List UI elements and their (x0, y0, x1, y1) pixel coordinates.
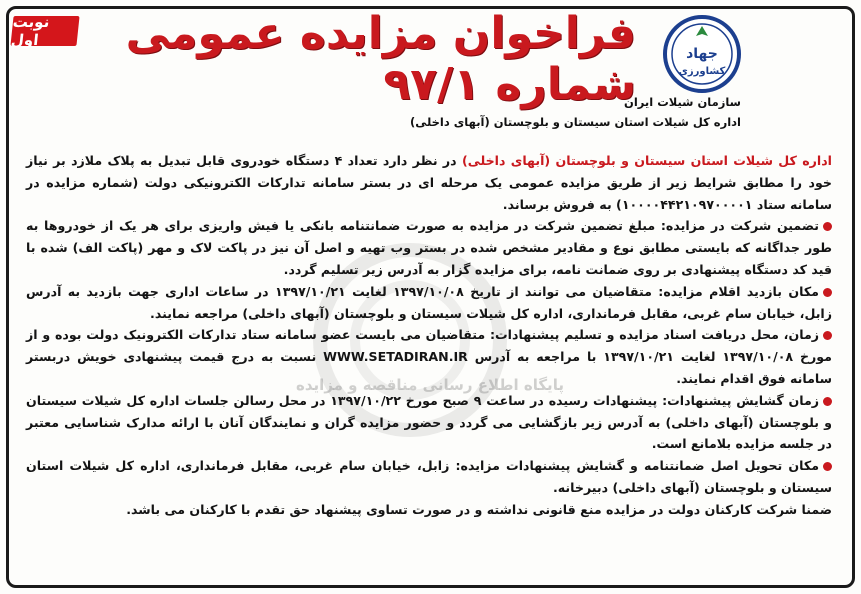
organization-block (261, 92, 741, 132)
intro-lead: اداره کل شیلات استان سیستان و بلوچستان (آبهای داخلی) (461, 153, 832, 168)
bullet-icon (823, 462, 832, 471)
list-item (26, 390, 832, 455)
first-round-badge: نوبت اول (10, 16, 79, 46)
item-visit: مکان بازدید اقلام مزایده: متقاضیان می توانند از تاریخ ۱۳۹۷/۱۰/۰۸ لغایت ۱۳۹۷/۱۰/۲۱ در ساعات اداری جهت بازدید به آدرس زابل، خیابان سام غربی، مقابل فرمانداری، اداره کل شیلات سیستان و بلوچستان (آبهای داخلی) مراجعه نمایند. (26, 283, 832, 321)
bullet-icon (823, 288, 832, 297)
bullet-icon (823, 331, 832, 340)
item-documents-b: نسبت به درج قیمت پیشنهادی خویش دربستر سامانه فوق اقدام نمایند. (26, 349, 832, 386)
page-title: فراخوان مزایده عمومی شماره ۹۷/۱ (125, 8, 636, 110)
list-item (26, 455, 832, 499)
item-delivery: مکان تحویل اصل ضمانتنامه و گشایش پیشنهادات مزایده: زابل، خیابان سام غربی، مقابل فرمانداری، اداره کل شیلات استان سیستان و بلوچستان (آبهای داخلی) دبیرخانه. (26, 458, 832, 495)
jihad-logo (662, 14, 742, 94)
logo-word: جهاد (686, 46, 718, 62)
intro-rest: در نظر دارد تعداد ۴ دستگاه خودروی قابل تبدیل به پلاک ملازد بر نیاز خود را مطابق شرایط زیر از طریق مزایده عمومی یک مرحله ای در بستر سامانه تدارکات الکترونیکی دولت (شماره مزایده در سامانه ستاد ۱۰۰۰۰۴۴۲۱۰۹۷۰۰۰۰۱) به فروش برساند. (26, 153, 832, 212)
org-line-2: اداره کل شیلات استان سیستان و بلوچستان (آبهای داخلی) (410, 115, 741, 129)
intro-paragraph (26, 150, 832, 215)
list-item (26, 281, 832, 325)
bullet-icon (823, 222, 832, 231)
footer-note: ضمنا شرکت کارکنان دولت در مزایده منع قانونی نداشته و در صورت تساوی پیشنهاد حق تقدم با کارکنان می باشد. (126, 501, 832, 517)
item-documents-a: زمان، محل دریافت اسناد مزایده و تسلیم پیشنهادات: متقاضیان می بایست عضو سامانه ستاد تدارکات الکترونیک دولت بوده و از مورخ ۱۳۹۷/۱۰/۰۸ لغایت ۱۳۹۷/۱۰/۲۱ با مراجعه به آدرس (26, 327, 832, 365)
bullet-icon (823, 397, 832, 406)
item-opening: زمان گشایش پیشنهادات: پیشنهادات رسیده در ساعت ۹ صبح مورخ ۱۳۹۷/۱۰/۲۲ در محل رسالن جلسات اداره کل شیلات سیستان و بلوچستان (آبهای داخلی) به آدرس زیر بازگشایی می گردد و حضور مزایده گران و نمایندگان آنان با ارائه مدارک شناسایی معتبر در جلسه مزایده بلامانع است. (26, 392, 832, 452)
org-line-1: سازمان شیلات ایران (624, 95, 741, 109)
item-guarantee: تضمین شرکت در مزایده: مبلغ تضمین شرکت در مزایده به صورت ضمانتنامه بانکی یا فیش واریزی برای هر یک از خودروها به طور جداگانه که بایستی مطابق نوع و مقادیر مشخص شده در بستر وب تهیه و اصل آن نیز در پاکت لاک و مهر (پاکت الف) شده با قید کد دستگاه پیشنهادی بر روی ضمانت نامه، برای مزایده گزار به آدرس زیر تسلیم گردد. (26, 218, 832, 277)
logo-subword: کشاورزی (678, 66, 726, 77)
notice-body (26, 150, 832, 521)
watermark-text: پایگاه اطلاع رسانی مناقصه و مزایده (296, 376, 564, 394)
list-item (26, 324, 832, 389)
list-item (26, 215, 832, 280)
setadiran-link[interactable]: WWW.SETADIRAN.IR (323, 349, 468, 365)
